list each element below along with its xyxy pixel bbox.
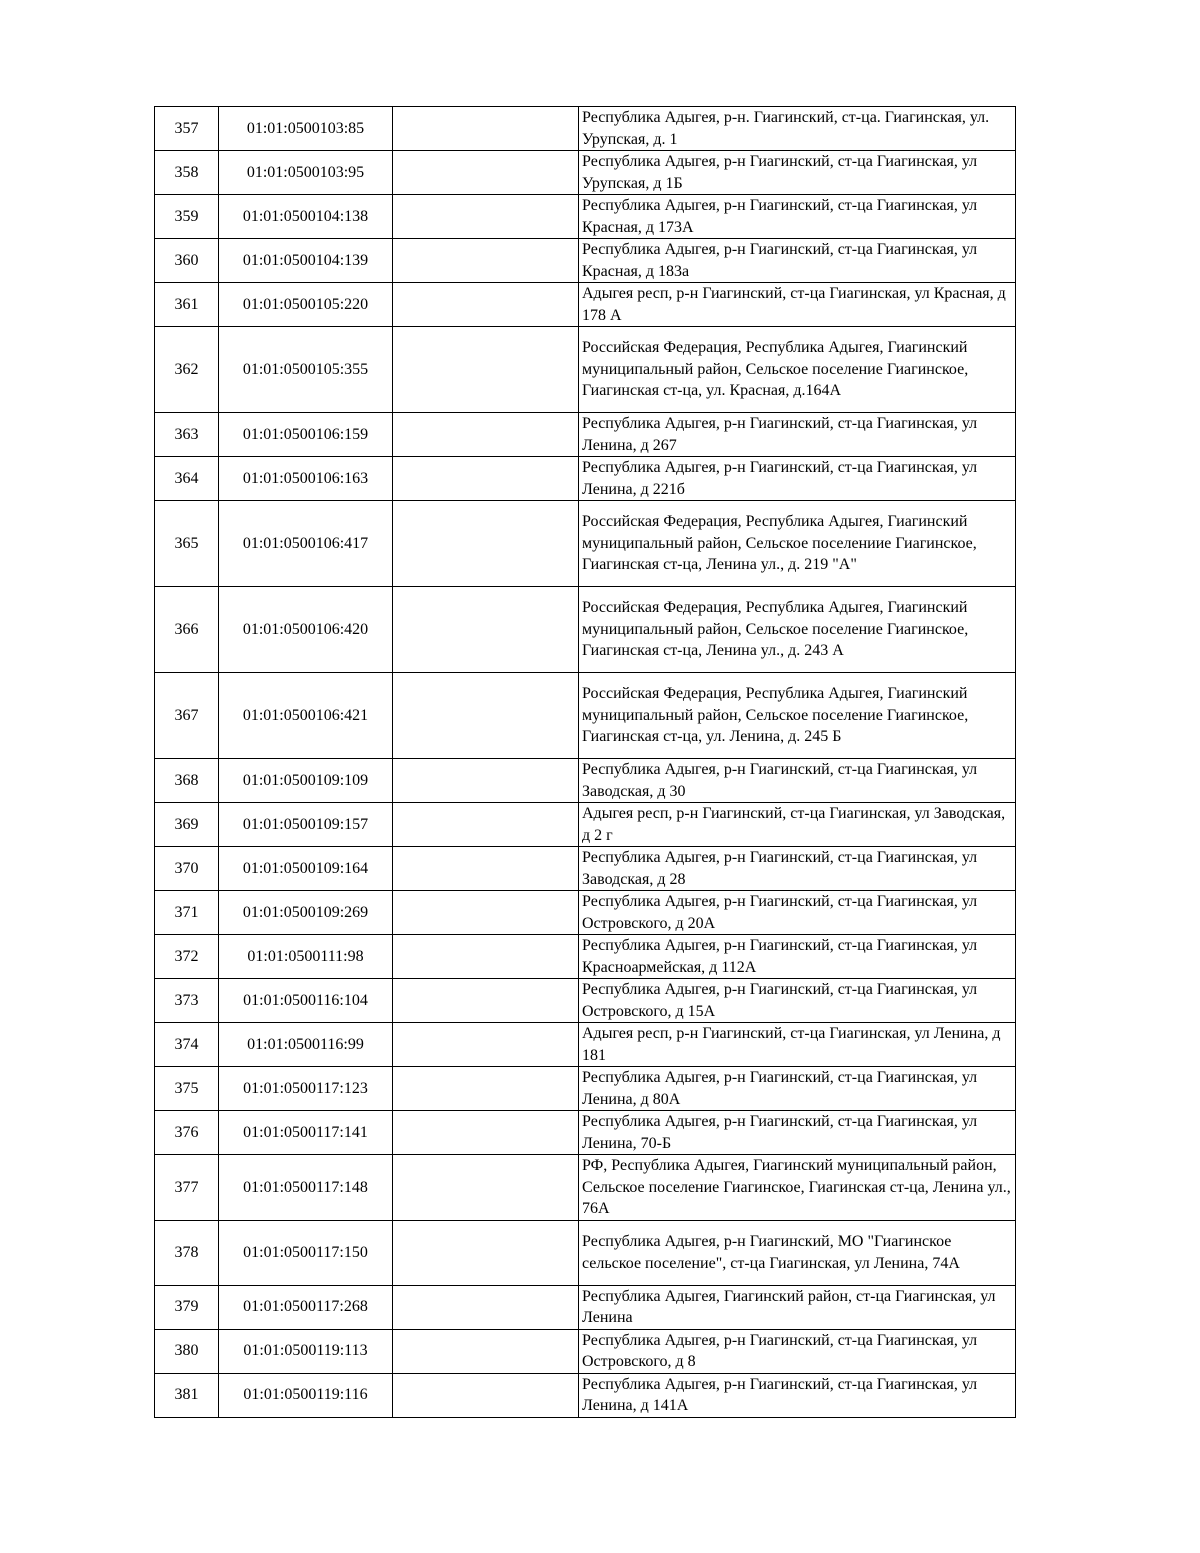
empty-cell [393, 935, 579, 979]
cadastral-number-cell: 01:01:0500109:157 [219, 803, 393, 847]
empty-cell [393, 1023, 579, 1067]
cadastral-number-cell: 01:01:0500117:141 [219, 1111, 393, 1155]
table-row [155, 1067, 1016, 1111]
cadastral-table [154, 106, 1016, 1418]
empty-cell [393, 759, 579, 803]
row-number-cell: 360 [155, 239, 219, 283]
row-number-cell: 378 [155, 1220, 219, 1285]
cadastral-number-cell: 01:01:0500106:417 [219, 501, 393, 587]
empty-cell [393, 891, 579, 935]
row-number-cell: 368 [155, 759, 219, 803]
empty-cell [393, 195, 579, 239]
row-number-cell: 376 [155, 1111, 219, 1155]
address-cell: Республика Адыгея, р-н. Гиагинский, ст-ца. Гиагинская, ул. Урупская, д. 1 [579, 107, 1016, 151]
table-row [155, 151, 1016, 195]
cadastral-number-cell: 01:01:0500109:164 [219, 847, 393, 891]
row-number-cell: 365 [155, 501, 219, 587]
address-cell: Республика Адыгея, р-н Гиагинский, ст-ца Гиагинская, ул Урупская, д 1Б [579, 151, 1016, 195]
table-row [155, 935, 1016, 979]
empty-cell [393, 1373, 579, 1417]
table-row [155, 107, 1016, 151]
cadastral-number-cell: 01:01:0500116:104 [219, 979, 393, 1023]
table-row [155, 1111, 1016, 1155]
empty-cell [393, 979, 579, 1023]
cadastral-number-cell: 01:01:0500117:123 [219, 1067, 393, 1111]
table-row [155, 1329, 1016, 1373]
row-number-cell: 375 [155, 1067, 219, 1111]
empty-cell [393, 803, 579, 847]
cadastral-number-cell: 01:01:0500111:98 [219, 935, 393, 979]
address-cell: Республика Адыгея, р-н Гиагинский, ст-ца Гиагинская, ул Красноармейская, д 112А [579, 935, 1016, 979]
table-row [155, 1285, 1016, 1329]
cadastral-number-cell: 01:01:0500104:138 [219, 195, 393, 239]
address-cell: Республика Адыгея, р-н Гиагинский, МО "Гиагинское сельское поселение", ст-ца Гиагинская, ул Ленина, 74А [579, 1220, 1016, 1285]
table-row [155, 413, 1016, 457]
row-number-cell: 380 [155, 1329, 219, 1373]
cadastral-number-cell: 01:01:0500106:420 [219, 587, 393, 673]
empty-cell [393, 501, 579, 587]
table-row [155, 803, 1016, 847]
address-cell: Республика Адыгея, Гиагинский район, ст-ца Гиагинская, ул Ленина [579, 1285, 1016, 1329]
empty-cell [393, 673, 579, 759]
empty-cell [393, 107, 579, 151]
address-cell: Адыгея респ, р-н Гиагинский, ст-ца Гиагинская, ул Красная, д 178 А [579, 283, 1016, 327]
address-cell: Республика Адыгея, р-н Гиагинский, ст-ца Гиагинская, ул Красная, д 183а [579, 239, 1016, 283]
table-row [155, 587, 1016, 673]
cadastral-number-cell: 01:01:0500117:150 [219, 1220, 393, 1285]
row-number-cell: 358 [155, 151, 219, 195]
table-row [155, 195, 1016, 239]
address-cell: Республика Адыгея, р-н Гиагинский, ст-ца Гиагинская, ул Ленина, д 221б [579, 457, 1016, 501]
empty-cell [393, 239, 579, 283]
cadastral-number-cell: 01:01:0500106:421 [219, 673, 393, 759]
address-cell: Республика Адыгея, р-н Гиагинский, ст-ца Гиагинская, ул Ленина, д 267 [579, 413, 1016, 457]
row-number-cell: 371 [155, 891, 219, 935]
cadastral-number-cell: 01:01:0500119:116 [219, 1373, 393, 1417]
table-row [155, 327, 1016, 413]
row-number-cell: 357 [155, 107, 219, 151]
row-number-cell: 367 [155, 673, 219, 759]
table-row [155, 457, 1016, 501]
row-number-cell: 372 [155, 935, 219, 979]
address-cell: Республика Адыгея, р-н Гиагинский, ст-ца Гиагинская, ул Островского, д 20А [579, 891, 1016, 935]
row-number-cell: 370 [155, 847, 219, 891]
address-cell: Республика Адыгея, р-н Гиагинский, ст-ца Гиагинская, ул Красная, д 173А [579, 195, 1016, 239]
table-row [155, 1023, 1016, 1067]
table-row [155, 979, 1016, 1023]
address-cell: Российская Федерация, Республика Адыгея, Гиагинский муниципальный район, Сельское поселение Гиагинское, Гиагинская ст-ца, ул. Красная, д.164А [579, 327, 1016, 413]
address-cell: Российская Федерация, Республика Адыгея, Гиагинский муниципальный район, Сельское поселение Гиагинское, Гиагинская ст-ца, Ленина ул., д. 243 А [579, 587, 1016, 673]
cadastral-number-cell: 01:01:0500106:159 [219, 413, 393, 457]
row-number-cell: 366 [155, 587, 219, 673]
row-number-cell: 359 [155, 195, 219, 239]
row-number-cell: 374 [155, 1023, 219, 1067]
cadastral-number-cell: 01:01:0500106:163 [219, 457, 393, 501]
empty-cell [393, 413, 579, 457]
table-row [155, 1373, 1016, 1417]
empty-cell [393, 1329, 579, 1373]
address-cell: РФ, Республика Адыгея, Гиагинский муниципальный район, Сельское поселение Гиагинское, Гиагинская ст-ца, Ленина ул., 76А [579, 1155, 1016, 1221]
cadastral-number-cell: 01:01:0500105:355 [219, 327, 393, 413]
row-number-cell: 377 [155, 1155, 219, 1221]
address-cell: Республика Адыгея, р-н Гиагинский, ст-ца Гиагинская, ул Ленина, д 141А [579, 1373, 1016, 1417]
row-number-cell: 381 [155, 1373, 219, 1417]
address-cell: Республика Адыгея, р-н Гиагинский, ст-ца Гиагинская, ул Заводская, д 28 [579, 847, 1016, 891]
table-row [155, 283, 1016, 327]
row-number-cell: 364 [155, 457, 219, 501]
row-number-cell: 373 [155, 979, 219, 1023]
table-body [155, 107, 1016, 1418]
address-cell: Республика Адыгея, р-н Гиагинский, ст-ца Гиагинская, ул Заводская, д 30 [579, 759, 1016, 803]
address-cell: Российская Федерация, Республика Адыгея, Гиагинский муниципальный район, Сельское поселениие Гиагинское, Гиагинская ст-ца, Ленина ул., д. 219 "А" [579, 501, 1016, 587]
row-number-cell: 362 [155, 327, 219, 413]
cadastral-number-cell: 01:01:0500117:148 [219, 1155, 393, 1221]
empty-cell [393, 1067, 579, 1111]
row-number-cell: 379 [155, 1285, 219, 1329]
table-row [155, 673, 1016, 759]
cadastral-number-cell: 01:01:0500116:99 [219, 1023, 393, 1067]
table-row [155, 891, 1016, 935]
empty-cell [393, 457, 579, 501]
empty-cell [393, 1155, 579, 1221]
address-cell: Адыгея респ, р-н Гиагинский, ст-ца Гиагинская, ул Ленина, д 181 [579, 1023, 1016, 1067]
row-number-cell: 363 [155, 413, 219, 457]
address-cell: Российская Федерация, Республика Адыгея, Гиагинский муниципальный район, Сельское поселение Гиагинское, Гиагинская ст-ца, ул. Ленина, д. 245 Б [579, 673, 1016, 759]
table-row [155, 239, 1016, 283]
empty-cell [393, 1220, 579, 1285]
table-row [155, 1220, 1016, 1285]
empty-cell [393, 1111, 579, 1155]
cadastral-number-cell: 01:01:0500104:139 [219, 239, 393, 283]
address-cell: Республика Адыгея, р-н Гиагинский, ст-ца Гиагинская, ул Ленина, 70-Б [579, 1111, 1016, 1155]
empty-cell [393, 587, 579, 673]
table-row [155, 847, 1016, 891]
table-row [155, 501, 1016, 587]
row-number-cell: 369 [155, 803, 219, 847]
cadastral-number-cell: 01:01:0500103:85 [219, 107, 393, 151]
address-cell: Адыгея респ, р-н Гиагинский, ст-ца Гиагинская, ул Заводская, д 2 г [579, 803, 1016, 847]
empty-cell [393, 1285, 579, 1329]
cadastral-number-cell: 01:01:0500103:95 [219, 151, 393, 195]
table-row [155, 1155, 1016, 1221]
cadastral-number-cell: 01:01:0500109:109 [219, 759, 393, 803]
cadastral-number-cell: 01:01:0500119:113 [219, 1329, 393, 1373]
table-row [155, 759, 1016, 803]
address-cell: Республика Адыгея, р-н Гиагинский, ст-ца Гиагинская, ул Островского, д 15А [579, 979, 1016, 1023]
empty-cell [393, 151, 579, 195]
cadastral-number-cell: 01:01:0500117:268 [219, 1285, 393, 1329]
empty-cell [393, 847, 579, 891]
cadastral-number-cell: 01:01:0500109:269 [219, 891, 393, 935]
address-cell: Республика Адыгея, р-н Гиагинский, ст-ца Гиагинская, ул Ленина, д 80А [579, 1067, 1016, 1111]
address-cell: Республика Адыгея, р-н Гиагинский, ст-ца Гиагинская, ул Островского, д 8 [579, 1329, 1016, 1373]
row-number-cell: 361 [155, 283, 219, 327]
empty-cell [393, 327, 579, 413]
empty-cell [393, 283, 579, 327]
cadastral-number-cell: 01:01:0500105:220 [219, 283, 393, 327]
